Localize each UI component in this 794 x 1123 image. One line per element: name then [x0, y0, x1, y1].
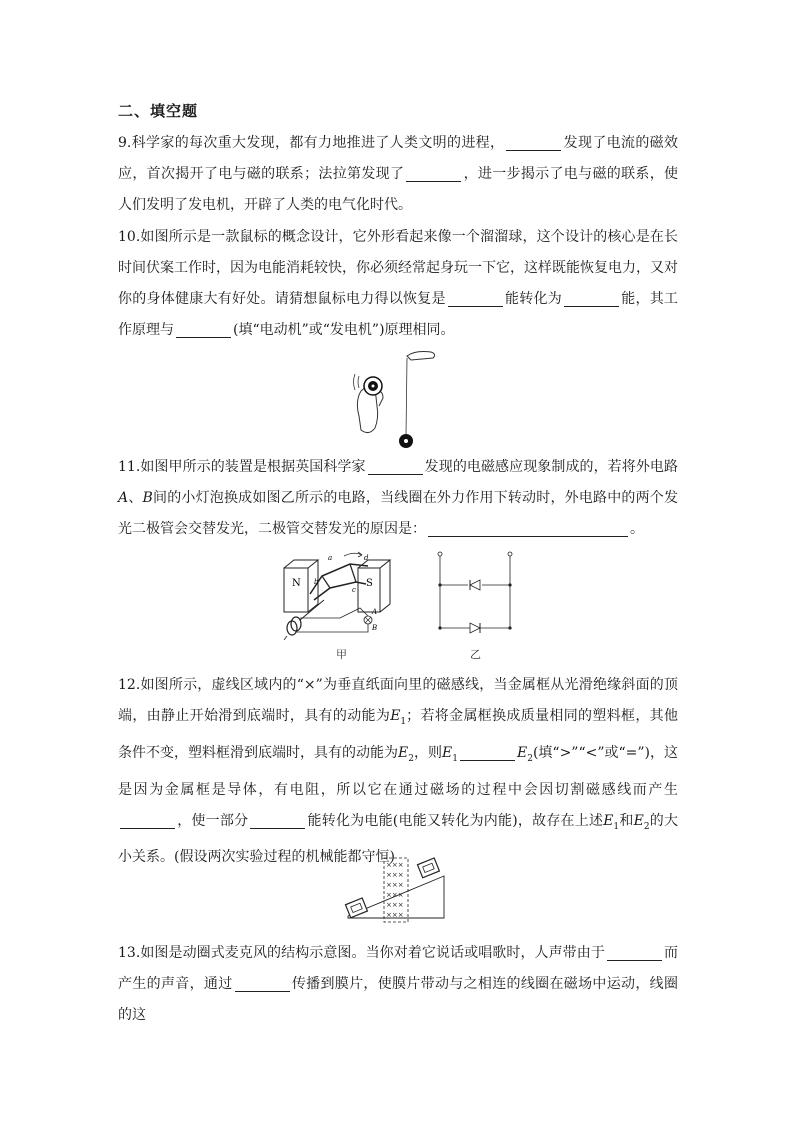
- question-9: [118, 128, 678, 221]
- q10-text-2: 能转化为: [504, 291, 562, 307]
- question-10: [118, 222, 678, 346]
- q9-blank-2[interactable]: [406, 163, 461, 182]
- q12-text-8: 的大小关系。(假设两次实验过程的机械能都守恒): [118, 812, 678, 866]
- q10-blank-1[interactable]: [448, 288, 503, 307]
- field-mark: ×××: [386, 871, 404, 879]
- q13-text-2: 而产生的声音，通过: [118, 945, 678, 992]
- label-terminal-a: A: [372, 608, 378, 616]
- q11-text-5: 。: [630, 521, 644, 537]
- q10-text-3: 能，其工作原理与: [118, 291, 678, 338]
- q9-text-1: 9.科学家的每次重大发现，都有力地推进了人类文明的进程，: [118, 135, 505, 151]
- q12-text-1: 12.如图所示，虚线区域内的“×”为垂直纸面向里的磁感线，当金属框从光滑绝缘斜面的顶端，由静止开始滑到底端时，具有的动能为: [118, 677, 678, 724]
- field-mark: ×××: [386, 891, 404, 899]
- led-circuit-figure: [430, 548, 520, 638]
- q12-blank-2[interactable]: [120, 810, 175, 829]
- incline-field-figure: [340, 856, 460, 924]
- field-mark: ×××: [386, 881, 404, 889]
- figure-caption-left: 甲: [336, 648, 347, 661]
- q12-text-5: ，使一部分: [177, 812, 249, 829]
- q11-text-1: 11.如图甲所示的装置是根据英国科学家: [118, 459, 366, 475]
- q13-text-3: 传播到膜片，使膜片带动与之相连的线圈在磁场中运动，线圈的这: [118, 976, 678, 1023]
- figure-caption-right: 乙: [470, 648, 481, 661]
- label-c: c: [352, 586, 356, 594]
- label-d: d: [364, 554, 369, 562]
- q11-text-2: 发现的电磁感应现象制成的，若将外电路: [424, 459, 678, 475]
- q12-text-3: ，则: [414, 744, 443, 761]
- q10-blank-2[interactable]: [564, 288, 619, 307]
- q9-text-3: ，进一步揭示了电与磁的联系，使人们发明了发电机，开辟了人类的电气化时代。: [118, 166, 679, 213]
- generator-figure: [280, 548, 410, 643]
- q12-text-6: 能转化为电能(电能又转化为内能)，故存在上述: [307, 812, 604, 829]
- yoyo-mouse-figure: [345, 346, 445, 451]
- label-b: b: [314, 578, 319, 586]
- label-n: N: [292, 578, 301, 589]
- q12-blank-3[interactable]: [250, 810, 305, 829]
- q9-text-2: 发现了电流的磁效应，首次揭开了电与磁的联系；法拉第发现了: [118, 135, 679, 182]
- question-11: [118, 452, 678, 545]
- field-mark: ×××: [386, 861, 404, 869]
- q13-text-1: 13.如图是动圈式麦克风的结构示意图。当你对着它说话或唱歌时，人声带由于: [118, 945, 605, 961]
- q10-blank-3[interactable]: [176, 319, 231, 338]
- q13-blank-2[interactable]: [235, 973, 290, 992]
- field-mark: ×××: [386, 911, 404, 919]
- label-terminal-b: B: [372, 624, 378, 632]
- question-12: 12.如图所示，虚线区域内的“×”为垂直纸面向里的磁感线，当金属框从光滑绝缘斜面的顶端，由静止开始滑到底端时，具有的动能为$E_1$；若将金属框换成质量相同的塑料框，其他条件不变，塑料框滑到底端时，具有的动能为$E_2$，则$E_1$ $E_2$(填“>”“<”或“=”)，这是因为金属框是导体，有电阻，所以它在通过磁场的过程中会因切割磁感线而产生，使一部分 能转化为电能(电能又转化为内能)，故存在上述$E_1$和$E_2$的大小关系。(假设两次实验过程的机械能都守恒): [118, 677, 679, 866]
- q12-text-2: ；若将金属框换成质量相同的塑料框，其他条件不变，塑料框滑到底端时，具有的动能为: [118, 708, 679, 761]
- q13-blank-1[interactable]: [607, 942, 662, 961]
- q11-text-4: 间的小灯泡换成如图乙所示的电路，当线圈在外力作用下转动时，外电路中的两个发光二极管会交替发光，二极管交替发光的原因是：: [118, 490, 678, 537]
- label-s: S: [366, 578, 373, 589]
- q12-text-7: 和: [619, 812, 634, 829]
- field-mark: ×××: [386, 901, 404, 909]
- q9-blank-1[interactable]: [506, 132, 561, 151]
- q12-blank-1[interactable]: [460, 742, 515, 761]
- q11-var-a: A: [118, 490, 129, 506]
- q11-blank-1[interactable]: [368, 456, 423, 475]
- question-13: [118, 938, 678, 1031]
- q12-text-4: (填“>”“<”或“=”)，这是因为金属框是导体，有电阻，所以它在通过磁场的过程中会因切割磁感线而产生: [118, 744, 679, 798]
- q11-var-b: B: [142, 490, 153, 506]
- q10-text-1: 10.如图所示是一款鼠标的概念设计，它外形看起来像一个溜溜球，这个设计的核心是在长时间伏案工作时，因为电能消耗较快，你必须经常起身玩一下它，这样既能恢复电力，又对你的身体健康大有好处。请猜想鼠标电力得以恢复是: [118, 229, 678, 307]
- label-a: a: [328, 554, 333, 562]
- q11-blank-2[interactable]: [428, 518, 628, 537]
- q11-text-3: 、: [128, 490, 143, 506]
- q10-text-4: (填“电动机”或“发电机”)原理相同。: [233, 322, 455, 338]
- section-title: 二、填空题: [118, 102, 199, 120]
